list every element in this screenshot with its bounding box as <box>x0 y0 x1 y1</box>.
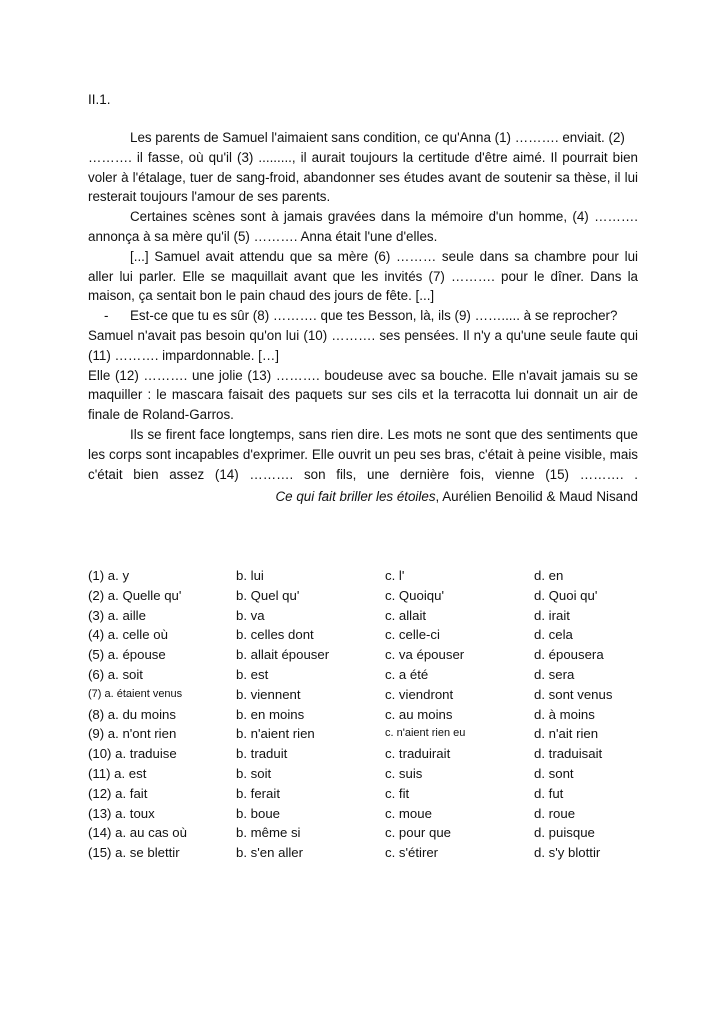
dialogue-text: Est-ce que tu es sûr (8) ………. que tes Besson, là, ils (9) ……..... à se reprocher? <box>130 308 618 324</box>
option-a: (8) a. du moins <box>88 706 176 722</box>
option-d: d. épousera <box>534 647 604 663</box>
option-b: b. soit <box>236 765 272 781</box>
option-d: d. sera <box>534 666 575 682</box>
citation <box>88 487 638 507</box>
option-a: (5) a. épouse <box>88 647 166 663</box>
option-a: (10) a. traduise <box>88 746 177 762</box>
option-b: b. s'en aller <box>236 845 304 861</box>
dialogue-dash: - <box>104 308 109 324</box>
answer-options-table <box>88 566 638 863</box>
option-d: d. roue <box>534 805 576 821</box>
option-b: b. même si <box>236 825 301 841</box>
option-a: (7) a. étaient venus <box>88 687 183 700</box>
option-c: c. s'étirer <box>385 845 439 861</box>
option-d: d. sont venus <box>534 686 613 702</box>
option-b: b. est <box>236 666 269 682</box>
option-b: b. n'aient rien <box>236 726 315 742</box>
option-a: (15) a. se blettir <box>88 845 180 861</box>
option-c: c. suis <box>385 765 423 781</box>
passage <box>88 128 638 507</box>
option-b: b. lui <box>236 568 264 583</box>
option-d: d. sont <box>534 765 574 781</box>
option-d: d. cela <box>534 627 573 643</box>
option-c: c. va épouser <box>385 647 465 663</box>
dialogue-line <box>88 306 638 326</box>
option-c: c. moue <box>385 805 432 821</box>
option-c: c. au moins <box>385 706 453 722</box>
option-d: d. s'y blottir <box>534 845 601 861</box>
citation-authors: , Aurélien Benoilid & Maud Nisand <box>435 489 638 505</box>
option-d: d. n'ait rien <box>534 726 599 742</box>
option-a: (2) a. Quelle qu' <box>88 587 182 603</box>
paragraph-6: Ils se firent face longtemps, sans rien dire. Les mots ne sont que des sentiments que les corps sont incapables d'exprimer. Elle ouvrit un peu ses bras, c'était à peine visible, mais c'était bien assez (14) ………. son fils, une dernière fois, vienne (15) ………. . <box>88 426 638 482</box>
option-a: (13) a. toux <box>88 805 155 821</box>
option-d: d. fut <box>534 785 564 801</box>
option-a: (14) a. au cas où <box>88 825 187 841</box>
option-b: b. allait épouser <box>236 647 330 663</box>
paragraph-2: Certaines scènes sont à jamais gravées dans la mémoire d'un homme, (4) ………. annonça à sa mère qu'il (5) ………. Anna était l'une d'elles. <box>88 209 638 244</box>
option-b: b. Quel qu' <box>236 587 300 603</box>
option-row <box>88 625 638 645</box>
option-d: d. puisque <box>534 825 595 841</box>
option-a: (11) a. est <box>88 765 147 781</box>
option-a: (3) a. aille <box>88 607 146 623</box>
option-row <box>88 645 638 665</box>
option-a: (1) a. y <box>88 568 130 583</box>
option-row <box>88 724 638 744</box>
paragraph-1: ………. il fasse, où qu'il (3) ........., il aurait toujours la certitude d'être aimé. Il pourrait bien voler à l'étalage, tuer de sang-froid, abandonner ses études avant de soutenir sa thèse, il lui resterait toujours l'amour de ses parents. <box>88 149 638 205</box>
option-row <box>88 843 638 863</box>
option-c: c. traduirait <box>385 746 451 762</box>
option-row <box>88 685 638 705</box>
option-a: (9) a. n'ont rien <box>88 726 177 742</box>
option-row <box>88 804 638 824</box>
option-b: b. va <box>236 607 265 623</box>
option-b: b. boue <box>236 805 280 821</box>
option-d: d. en <box>534 568 564 583</box>
option-row <box>88 566 638 586</box>
option-b: b. ferait <box>236 785 280 801</box>
option-row <box>88 586 638 606</box>
option-d: d. traduisait <box>534 746 603 762</box>
paragraph-5: Elle (12) ………. une jolie (13) ………. boudeuse avec sa bouche. Elle n'avait jamais su se maquiller : le mascara faisait des paquets sur ses cils et la terracotta lui donnait un air de finale de Roland-Garros. <box>88 367 638 423</box>
option-b: b. viennent <box>236 686 301 702</box>
paragraph-3: [...] Samuel avait attendu que sa mère (6) ……… seule dans sa chambre pour lui aller lui parler. Elle se maquillait avant que les invités (7) ………. pour le dîner. Dans la maison, ça sentait bon le pain chaud des jours de fête. [...] <box>88 248 638 304</box>
option-row <box>88 665 638 685</box>
option-c: c. allait <box>385 607 427 623</box>
option-row <box>88 823 638 843</box>
option-row <box>88 784 638 804</box>
option-a: (4) a. celle où <box>88 627 168 643</box>
option-c: c. fit <box>385 785 410 801</box>
option-c: c. pour que <box>385 825 451 841</box>
option-row <box>88 744 638 764</box>
option-b: b. traduit <box>236 746 288 762</box>
option-c: c. n'aient rien eu <box>385 727 466 740</box>
option-c: c. l' <box>385 568 405 583</box>
citation-work-title: Ce qui fait briller les étoiles <box>275 489 436 505</box>
option-c: c. a été <box>385 666 429 682</box>
option-d: d. à moins <box>534 706 595 722</box>
option-row <box>88 606 638 626</box>
option-c: c. celle-ci <box>385 627 440 643</box>
option-a: (12) a. fait <box>88 785 148 801</box>
option-a: (6) a. soit <box>88 666 143 682</box>
option-d: d. Quoi qu' <box>534 587 598 603</box>
option-b: b. celles dont <box>236 627 314 643</box>
option-b: b. en moins <box>236 706 305 722</box>
option-row <box>88 705 638 725</box>
option-c: c. viendront <box>385 686 454 702</box>
option-row <box>88 764 638 784</box>
paragraph-4: Samuel n'avait pas besoin qu'on lui (10) ………. ses pensées. Il n'y a qu'une seule faute qui (11) ………. impardonnable. […] <box>88 327 638 363</box>
option-d: d. irait <box>534 607 570 623</box>
section-title: II.1. <box>88 92 111 107</box>
paragraph-1-line-1: Les parents de Samuel l'aimaient sans condition, ce qu'Anna (1) ………. enviait. (2) <box>130 130 625 145</box>
option-c: c. Quoiqu' <box>385 587 444 603</box>
